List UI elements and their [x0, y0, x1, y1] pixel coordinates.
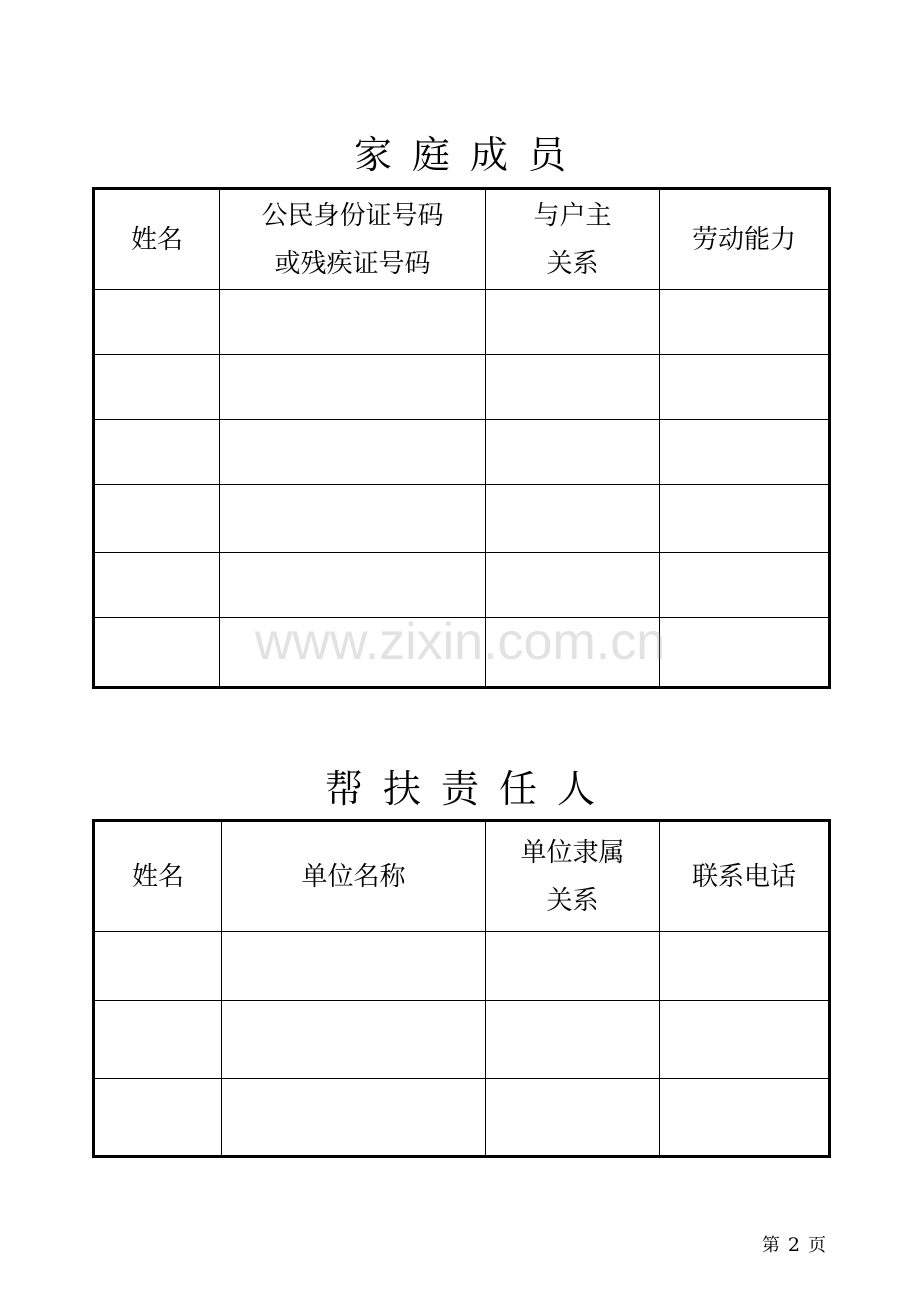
cell-unit-affiliation[interactable]: [486, 932, 660, 1001]
cell-relation[interactable]: [486, 485, 660, 553]
cell-id-number[interactable]: [220, 420, 486, 485]
cell-labor-ability[interactable]: [660, 355, 830, 420]
cell-id-number[interactable]: [220, 553, 486, 618]
cell-labor-ability[interactable]: [660, 553, 830, 618]
table-row: [94, 618, 830, 688]
table-row: [94, 290, 830, 355]
header-name: 姓名: [94, 821, 222, 932]
cell-name[interactable]: [94, 932, 222, 1001]
header-relation-line1: 与户主: [533, 200, 612, 231]
header-labor-ability: 劳动能力: [660, 189, 830, 290]
header-name: 姓名: [94, 189, 220, 290]
table-row: [94, 932, 830, 1001]
cell-labor-ability[interactable]: [660, 290, 830, 355]
cell-id-number[interactable]: [220, 485, 486, 553]
table-row: [94, 1079, 830, 1157]
cell-unit-name[interactable]: [222, 1079, 486, 1157]
cell-name[interactable]: [94, 1001, 222, 1079]
cell-name[interactable]: [94, 355, 220, 420]
cell-unit-affiliation[interactable]: [486, 1079, 660, 1157]
cell-relation[interactable]: [486, 618, 660, 688]
cell-name[interactable]: [94, 485, 220, 553]
cell-relation[interactable]: [486, 355, 660, 420]
cell-name[interactable]: [94, 618, 220, 688]
family-section-title: 家庭成员: [353, 133, 586, 177]
header-phone: 联系电话: [660, 821, 830, 932]
page-number: 2: [787, 1234, 800, 1256]
footer-prefix: 第: [761, 1235, 780, 1256]
cell-relation[interactable]: [486, 290, 660, 355]
table-row: [94, 420, 830, 485]
header-unit-affiliation: [486, 821, 660, 932]
table-row: [94, 1001, 830, 1079]
cell-unit-name[interactable]: [222, 932, 486, 1001]
cell-phone[interactable]: [660, 1001, 830, 1079]
cell-id-number[interactable]: [220, 618, 486, 688]
cell-id-number[interactable]: [220, 355, 486, 420]
cell-relation[interactable]: [486, 420, 660, 485]
header-id-line2: 或残疾证号码: [274, 248, 431, 279]
cell-labor-ability[interactable]: [660, 485, 830, 553]
cell-unit-affiliation[interactable]: [486, 1001, 660, 1079]
cell-name[interactable]: [94, 1079, 222, 1157]
header-affiliation-line1: 单位隶属: [520, 837, 625, 868]
header-id-line1: 公民身份证号码: [261, 200, 444, 231]
page-footer: [762, 1233, 826, 1258]
header-relation-line2: 关系: [546, 248, 599, 279]
header-affiliation-line2: 关系: [546, 885, 599, 916]
header-relation: [486, 189, 660, 290]
cell-phone[interactable]: [660, 932, 830, 1001]
table-row: [94, 485, 830, 553]
cell-relation[interactable]: [486, 553, 660, 618]
cell-name[interactable]: [94, 290, 220, 355]
cell-labor-ability[interactable]: [660, 618, 830, 688]
footer-suffix: 页: [808, 1235, 826, 1256]
table-row: [94, 355, 830, 420]
watermark: www.zixin.com.cn: [254, 613, 666, 671]
cell-labor-ability[interactable]: [660, 420, 830, 485]
helper-section-title: 帮扶责任人: [324, 767, 615, 811]
cell-name[interactable]: [94, 553, 220, 618]
table-header-row: [94, 189, 830, 290]
table-header-row: [94, 821, 830, 932]
cell-id-number[interactable]: [220, 290, 486, 355]
cell-unit-name[interactable]: [222, 1001, 486, 1079]
helper-responsible-table: [92, 819, 831, 1158]
family-members-table: [92, 187, 831, 689]
header-id-number: [220, 189, 486, 290]
cell-phone[interactable]: [660, 1079, 830, 1157]
header-unit-name: 单位名称: [222, 821, 486, 932]
table-row: [94, 553, 830, 618]
cell-name[interactable]: [94, 420, 220, 485]
